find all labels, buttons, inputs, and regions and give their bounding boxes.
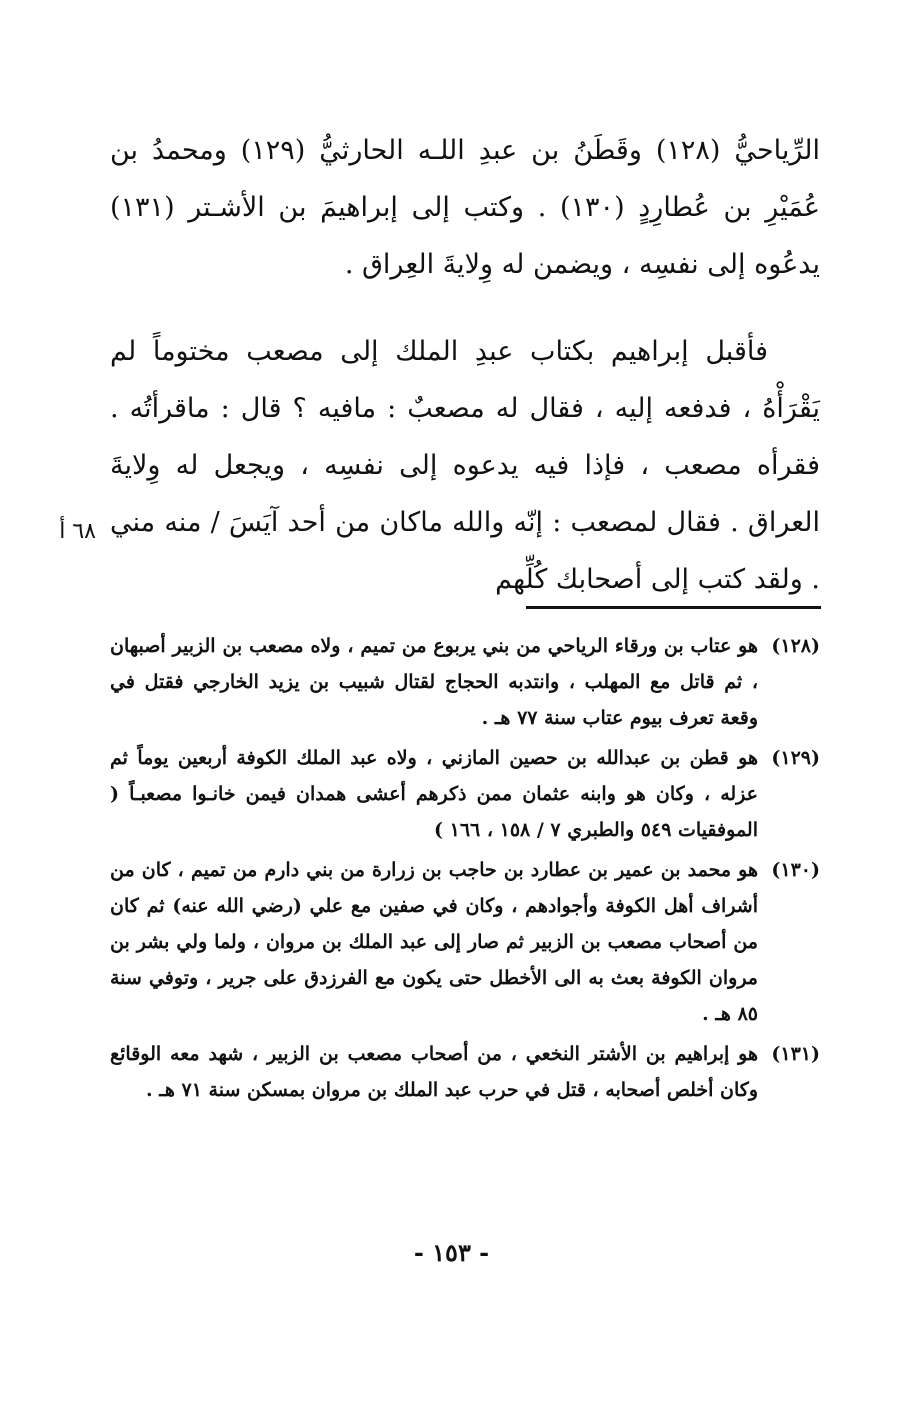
footnote-divider — [526, 606, 821, 609]
main-paragraph-1: الرِّياحيُّ (١٢٨) وقَطَنُ بن عبدِ اللـه الحارثيُّ (١٢٩) ومحمدُ بن عُمَيْرِ بن عُطارِدٍ (١٣٠) . وكتب إلى إبراهيمَ بن الأشـتر (١٣١) يدعُوه إلى نفسِه ، ويضمن له وِلايةَ العِراق . — [110, 135, 821, 280]
page-number: - ١٥٣ - — [413, 1238, 490, 1267]
footnotes — [110, 628, 820, 1112]
footnote-text: هو قطن بن عبدالله بن حصين المازني ، ولاه عبد الملك الكوفة أربعين يوماً ثم عزله ، وكان هو وابنه عثمان ممن ذكرهم أعشى همدان فيمن خانـوا مصعبـاً ( الموفقيات ٥٤٩ والطبري ٧ / ١٥٨ ، ١٦٦ ) — [110, 747, 758, 841]
main-paragraph-2: فأقبل إبراهيم بكتاب عبدِ الملك إلى مصعب مختوماً لم يَقْرَأْهُ ، فدفعه إليه ، فقال له مصعبٌ : مافيه ؟ قال : ماقرأتُه . فقرأه مصعب ، فإذا فيه يدعوه إلى نفسِه ، ويجعل له وِلايةَ العراق . فقال لمصعب : إنّه والله ماكان من أحد آيَسَ / منه مني . ولقد كتب إلى أصحابك كُلِّهم — [110, 336, 820, 595]
footnote-number: (١٢٨) — [771, 635, 820, 657]
footnote-number: (١٢٩) — [771, 747, 820, 769]
footnote-text: هو إبراهيم بن الأشتر النخعي ، من أصحاب مصعب بن الزبير ، شهد معه الوقائع وكان أخلص أصحابه ، قتل في حرب عبد الملك بن مروان بمسكن سنة ٧١ هـ . — [110, 1043, 758, 1101]
footnote-text: هو محمد بن عمير بن عطارد بن حاجب بن زرارة من بني دارم من تميم ، كان من أشراف أهل الكوفة وأجوادهم ، وكان في صفين مع علي (رضي الله عنه) ثم كان من أصحاب مصعب بن الزبير ثم صار إلى عبد الملك بن مروان ، ولما ولي بشر بن مروان الكوفة بعث به الى الأخطل حتى يكون مع الفرزدق على جرير ، وتوفي سنة ٨٥ هـ . — [110, 859, 758, 1025]
footnote-131 — [110, 1036, 820, 1108]
footnote-128 — [110, 628, 820, 736]
footnote-130 — [110, 852, 820, 1032]
main-text — [110, 122, 820, 608]
footnote-number: (١٣٠) — [771, 859, 820, 881]
footnote-text: هو عتاب بن ورقاء الرياحي من بني يربوع من تميم ، ولاه مصعب بن الزبير أصبهان ، ثم قاتل مع المهلب ، وانتدبه الحجاج لقتال شبيب بن يزيد الخارجي فقتل في وقعة تعرف بيوم عتاب سنة ٧٧ هـ . — [110, 635, 758, 729]
manuscript-folio-marker: ٦٨ أ — [59, 519, 96, 544]
footnote-129 — [110, 740, 820, 848]
footnote-number: (١٣١) — [771, 1043, 820, 1065]
